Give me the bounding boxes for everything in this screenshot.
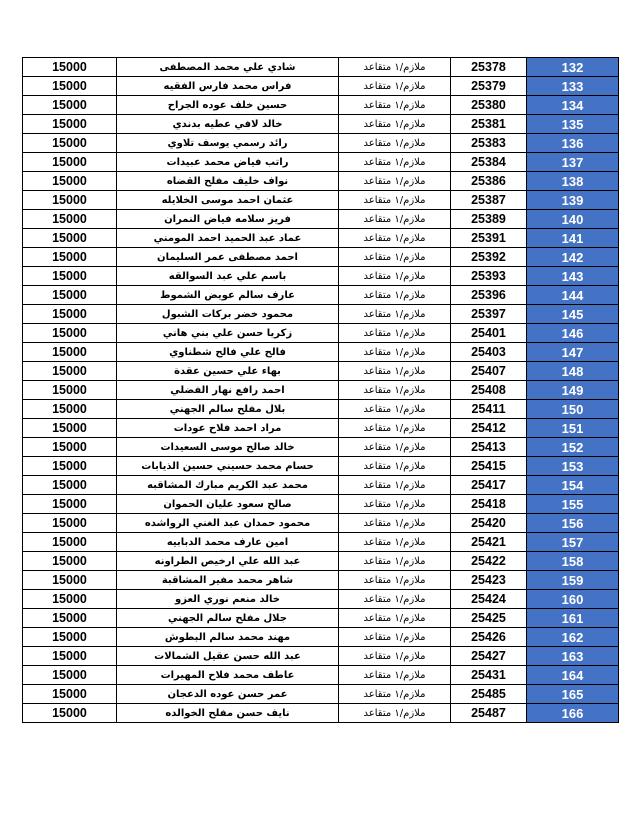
sequence-number-cell: 139 [527,191,619,210]
name-cell: نواف خليف مفلح القضاه [117,172,339,191]
rank-cell: ملازم/١ متقاعد [339,77,451,96]
military-number-cell: 25389 [451,210,527,229]
amount-cell: 15000 [23,134,117,153]
amount-cell: 15000 [23,685,117,704]
rank-cell: ملازم/١ متقاعد [339,153,451,172]
name-cell: جلال مفلح سالم الجهني [117,609,339,628]
table-row [23,343,619,362]
name-cell: شادي علي محمد المصطفى [117,58,339,77]
military-number-cell: 25408 [451,381,527,400]
amount-cell: 15000 [23,590,117,609]
military-number-cell: 25379 [451,77,527,96]
table-row [23,305,619,324]
sequence-number-cell: 146 [527,324,619,343]
military-number-cell: 25397 [451,305,527,324]
table-row [23,704,619,723]
sequence-number-cell: 157 [527,533,619,552]
table-row [23,571,619,590]
name-cell: امين عارف محمد الدبابيه [117,533,339,552]
rank-cell: ملازم/١ متقاعد [339,476,451,495]
rank-cell: ملازم/١ متقاعد [339,248,451,267]
rank-cell: ملازم/١ متقاعد [339,58,451,77]
table-row [23,229,619,248]
military-number-cell: 25401 [451,324,527,343]
sequence-number-cell: 150 [527,400,619,419]
rank-cell: ملازم/١ متقاعد [339,419,451,438]
sequence-number-cell: 161 [527,609,619,628]
name-cell: عمر حسن عوده الدعجان [117,685,339,704]
military-number-cell: 25384 [451,153,527,172]
table-row [23,419,619,438]
table-row [23,267,619,286]
sequence-number-cell: 154 [527,476,619,495]
table-row [23,514,619,533]
table-row [23,552,619,571]
table-row [23,58,619,77]
military-number-cell: 25425 [451,609,527,628]
military-number-cell: 25403 [451,343,527,362]
rank-cell: ملازم/١ متقاعد [339,191,451,210]
amount-cell: 15000 [23,419,117,438]
military-number-cell: 25393 [451,267,527,286]
sequence-number-cell: 140 [527,210,619,229]
sequence-number-cell: 138 [527,172,619,191]
rank-cell: ملازم/١ متقاعد [339,381,451,400]
name-cell: محمود خضر بركات الشبول [117,305,339,324]
sequence-number-cell: 135 [527,115,619,134]
military-number-cell: 25383 [451,134,527,153]
table-row [23,286,619,305]
rank-cell: ملازم/١ متقاعد [339,552,451,571]
military-number-cell: 25391 [451,229,527,248]
name-cell: حسين خلف عوده الجراح [117,96,339,115]
name-cell: بهاء علي حسين عقدة [117,362,339,381]
military-number-cell: 25392 [451,248,527,267]
table-row [23,381,619,400]
amount-cell: 15000 [23,229,117,248]
name-cell: فريز سلامه فياض النمران [117,210,339,229]
military-number-cell: 25378 [451,58,527,77]
amount-cell: 15000 [23,628,117,647]
table-row [23,172,619,191]
name-cell: خالد لافي عطيه بدندي [117,115,339,134]
military-number-cell: 25417 [451,476,527,495]
sequence-number-cell: 151 [527,419,619,438]
sequence-number-cell: 156 [527,514,619,533]
amount-cell: 15000 [23,704,117,723]
amount-cell: 15000 [23,191,117,210]
name-cell: راتب فياض محمد عبيدات [117,153,339,172]
amount-cell: 15000 [23,96,117,115]
military-number-cell: 25387 [451,191,527,210]
amount-cell: 15000 [23,343,117,362]
amount-cell: 15000 [23,514,117,533]
sequence-number-cell: 159 [527,571,619,590]
table-row [23,210,619,229]
rank-cell: ملازم/١ متقاعد [339,267,451,286]
rank-cell: ملازم/١ متقاعد [339,495,451,514]
rank-cell: ملازم/١ متقاعد [339,704,451,723]
rank-cell: ملازم/١ متقاعد [339,115,451,134]
table-row [23,191,619,210]
sequence-number-cell: 137 [527,153,619,172]
rank-cell: ملازم/١ متقاعد [339,400,451,419]
rank-cell: ملازم/١ متقاعد [339,438,451,457]
amount-cell: 15000 [23,457,117,476]
military-number-cell: 25418 [451,495,527,514]
name-cell: مهند محمد سالم البطوش [117,628,339,647]
sequence-number-cell: 141 [527,229,619,248]
amount-cell: 15000 [23,305,117,324]
table-row [23,666,619,685]
sequence-number-cell: 142 [527,248,619,267]
rank-cell: ملازم/١ متقاعد [339,305,451,324]
rank-cell: ملازم/١ متقاعد [339,324,451,343]
rank-cell: ملازم/١ متقاعد [339,362,451,381]
sequence-number-cell: 144 [527,286,619,305]
rank-cell: ملازم/١ متقاعد [339,286,451,305]
name-cell: باسم علي عبد السوالقه [117,267,339,286]
sequence-number-cell: 164 [527,666,619,685]
military-number-cell: 25415 [451,457,527,476]
pension-list-table [22,57,619,723]
military-number-cell: 25424 [451,590,527,609]
sequence-number-cell: 149 [527,381,619,400]
name-cell: مراد احمد فلاح عودات [117,419,339,438]
military-number-cell: 25381 [451,115,527,134]
military-number-cell: 25431 [451,666,527,685]
name-cell: بلال مفلح سالم الجهني [117,400,339,419]
rank-cell: ملازم/١ متقاعد [339,571,451,590]
rank-cell: ملازم/١ متقاعد [339,96,451,115]
amount-cell: 15000 [23,58,117,77]
military-number-cell: 25380 [451,96,527,115]
name-cell: عاطف محمد فلاح المهيرات [117,666,339,685]
table-row [23,324,619,343]
table-body [23,58,619,723]
military-number-cell: 25407 [451,362,527,381]
sequence-number-cell: 155 [527,495,619,514]
amount-cell: 15000 [23,153,117,172]
amount-cell: 15000 [23,552,117,571]
rank-cell: ملازم/١ متقاعد [339,457,451,476]
table-row [23,438,619,457]
sequence-number-cell: 147 [527,343,619,362]
table-row [23,647,619,666]
sequence-number-cell: 148 [527,362,619,381]
rank-cell: ملازم/١ متقاعد [339,647,451,666]
sequence-number-cell: 160 [527,590,619,609]
rank-cell: ملازم/١ متقاعد [339,229,451,248]
name-cell: رائد رسمي يوسف تلاوي [117,134,339,153]
amount-cell: 15000 [23,362,117,381]
table-row [23,628,619,647]
amount-cell: 15000 [23,286,117,305]
military-number-cell: 25427 [451,647,527,666]
name-cell: عارف سالم عويض الشموط [117,286,339,305]
name-cell: عثمان احمد موسى الخلايله [117,191,339,210]
amount-cell: 15000 [23,77,117,96]
name-cell: زكريا حسن علي بني هاني [117,324,339,343]
sequence-number-cell: 158 [527,552,619,571]
sequence-number-cell: 132 [527,58,619,77]
sequence-number-cell: 166 [527,704,619,723]
rank-cell: ملازم/١ متقاعد [339,343,451,362]
sequence-number-cell: 165 [527,685,619,704]
table-row [23,77,619,96]
name-cell: خالد منعم نوري العزو [117,590,339,609]
military-number-cell: 25485 [451,685,527,704]
table-row [23,533,619,552]
rank-cell: ملازم/١ متقاعد [339,134,451,153]
military-number-cell: 25487 [451,704,527,723]
sequence-number-cell: 136 [527,134,619,153]
rank-cell: ملازم/١ متقاعد [339,685,451,704]
amount-cell: 15000 [23,400,117,419]
military-number-cell: 25421 [451,533,527,552]
name-cell: خالد صالح موسى السعيدات [117,438,339,457]
name-cell: شاهر محمد مفير المشاقبة [117,571,339,590]
military-number-cell: 25411 [451,400,527,419]
sequence-number-cell: 163 [527,647,619,666]
sequence-number-cell: 133 [527,77,619,96]
amount-cell: 15000 [23,571,117,590]
amount-cell: 15000 [23,248,117,267]
military-number-cell: 25423 [451,571,527,590]
amount-cell: 15000 [23,438,117,457]
military-number-cell: 25386 [451,172,527,191]
table-row [23,609,619,628]
table-row [23,153,619,172]
sequence-number-cell: 145 [527,305,619,324]
military-number-cell: 25420 [451,514,527,533]
rank-cell: ملازم/١ متقاعد [339,210,451,229]
table-row [23,590,619,609]
military-number-cell: 25413 [451,438,527,457]
amount-cell: 15000 [23,324,117,343]
amount-cell: 15000 [23,115,117,134]
name-cell: محمود حمدان عبد الغني الرواشده [117,514,339,533]
name-cell: نايف حسن مفلح الخوالده [117,704,339,723]
rank-cell: ملازم/١ متقاعد [339,590,451,609]
name-cell: احمد رافع نهار الفضلي [117,381,339,400]
table-row [23,400,619,419]
amount-cell: 15000 [23,172,117,191]
amount-cell: 15000 [23,647,117,666]
amount-cell: 15000 [23,609,117,628]
name-cell: فالح علي فالح شطناوي [117,343,339,362]
military-number-cell: 25422 [451,552,527,571]
name-cell: صالح سعود عليان الحموان [117,495,339,514]
table-row [23,115,619,134]
rank-cell: ملازم/١ متقاعد [339,666,451,685]
amount-cell: 15000 [23,381,117,400]
sequence-number-cell: 153 [527,457,619,476]
table-row [23,495,619,514]
military-number-cell: 25412 [451,419,527,438]
amount-cell: 15000 [23,495,117,514]
amount-cell: 15000 [23,666,117,685]
rank-cell: ملازم/١ متقاعد [339,514,451,533]
table-row [23,457,619,476]
sequence-number-cell: 162 [527,628,619,647]
name-cell: فراس محمد فارس الفقيه [117,77,339,96]
military-number-cell: 25426 [451,628,527,647]
amount-cell: 15000 [23,476,117,495]
table-row [23,685,619,704]
table-row [23,476,619,495]
rank-cell: ملازم/١ متقاعد [339,533,451,552]
sequence-number-cell: 134 [527,96,619,115]
table-row [23,362,619,381]
name-cell: عبد الله حسن عقيل الشمالات [117,647,339,666]
name-cell: محمد عبد الكريم مبارك المشاقبه [117,476,339,495]
military-number-cell: 25396 [451,286,527,305]
name-cell: احمد مصطفى عمر السليمان [117,248,339,267]
sequence-number-cell: 143 [527,267,619,286]
name-cell: عبد الله علي ارخيص الطراونه [117,552,339,571]
table-row [23,248,619,267]
sequence-number-cell: 152 [527,438,619,457]
name-cell: عماد عبد الحميد احمد المومني [117,229,339,248]
name-cell: حسام محمد حسيني حسين الذيابات [117,457,339,476]
amount-cell: 15000 [23,267,117,286]
amount-cell: 15000 [23,533,117,552]
table-row [23,134,619,153]
rank-cell: ملازم/١ متقاعد [339,609,451,628]
rank-cell: ملازم/١ متقاعد [339,172,451,191]
amount-cell: 15000 [23,210,117,229]
table-row [23,96,619,115]
rank-cell: ملازم/١ متقاعد [339,628,451,647]
